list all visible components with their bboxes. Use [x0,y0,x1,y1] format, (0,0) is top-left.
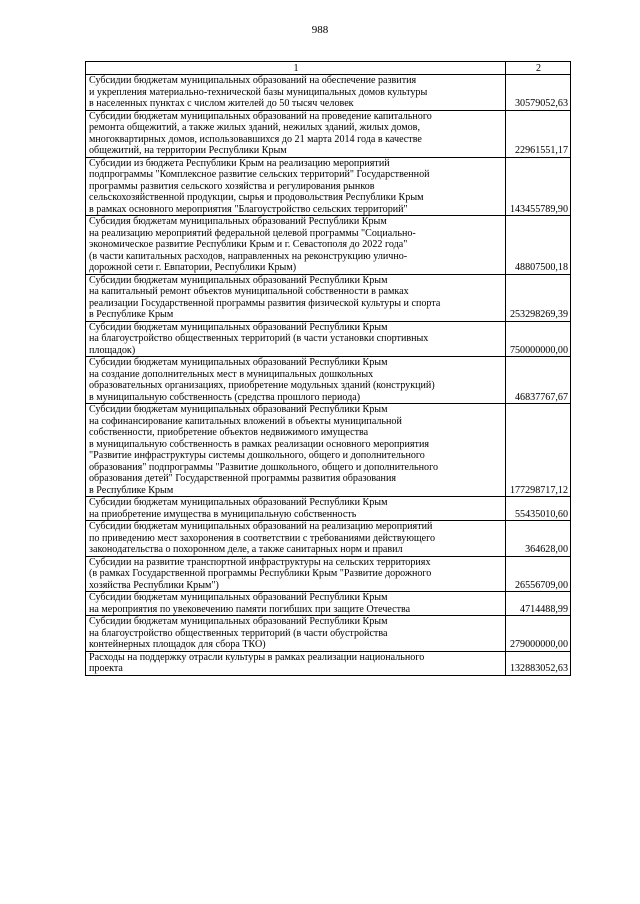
row-description: Субсидии бюджетам муниципальных образований Республики Крым на создание дополнительных мест в муниципальных дошкольных образовательных организациях, приобретение модульных зданий (конструкций) в муниципальную собственность (средства прошлого периода) [86,357,506,404]
table-header-row [86,62,571,75]
row-description: Расходы на поддержку отрасли культуры в рамках реализации национального проекта [86,651,506,675]
table-row [86,357,571,404]
row-amount: 48807500,18 [506,216,571,275]
row-description: Субсидии бюджетам муниципальных образований Республики Крым на софинансирование капитальных вложений в объекты муниципальной собственности, приобретение объектов недвижимого имущества в муниципальную собственность в рамках реализации основного мероприятия "Развитие инфраструктуры системы дошкольного, общего и дополнительного образования" подпрограммы "Развитие дошкольного, общего и дополнительного образования детей" Государственной программы развития образования в Республике Крым [86,404,506,497]
table-row [86,321,571,357]
row-amount: 364628,00 [506,521,571,557]
table-row [86,592,571,616]
row-description: Субсидии бюджетам муниципальных образований Республики Крым на мероприятия по увековечению памяти погибших при защите Отечества [86,592,506,616]
table-body [86,62,571,676]
table-row [86,274,571,321]
row-amount: 4714488,99 [506,592,571,616]
row-description: Субсидии бюджетам муниципальных образований Республики Крым на благоустройство общественных территорий (в части обустройства контейнерных площадок для сбора ТКО) [86,616,506,652]
budget-table [85,61,571,676]
table-row [86,497,571,521]
row-description: Субсидии бюджетам муниципальных образований на обеспечение развития и укрепления материально-технической базы муниципальных домов культуры в населенных пунктах с числом жителей до 50 тысяч человек [86,75,506,111]
column-header-description: 1 [86,62,506,75]
row-amount: 132883052,63 [506,651,571,675]
row-amount: 55435010,60 [506,497,571,521]
row-description: Субсидии бюджетам муниципальных образований Республики Крым на капитальный ремонт объектов муниципальной собственности в рамках реализации Государственной программы развития физической культуры и спорта в Республике Крым [86,274,506,321]
table-row [86,157,571,216]
table-row [86,556,571,592]
table-row [86,616,571,652]
row-description: Субсидии бюджетам муниципальных образований на проведение капитального ремонта общежитий, а также жилых зданий, нежилых зданий, жилых домов, многоквартирных домов, использовавшихся до 21 марта 2014 года в качестве общежитий, на территории Республики Крым [86,110,506,157]
row-amount: 750000000,00 [506,321,571,357]
row-amount: 30579052,63 [506,75,571,111]
table-row [86,216,571,275]
row-description: Субсидии бюджетам муниципальных образований Республики Крым на благоустройство общественных территорий (в части установки спортивных площадок) [86,321,506,357]
table-row [86,404,571,497]
row-description: Субсидии на развитие транспортной инфраструктуры на сельских территориях (в рамках Государственной программы Республики Крым "Развитие дорожного хозяйства Республики Крым") [86,556,506,592]
row-amount: 143455789,90 [506,157,571,216]
row-description: Субсидии из бюджета Республики Крым на реализацию мероприятий подпрограммы "Комплексное развитие сельских территорий" Государственной программы развития сельского хозяйства и регулирования рынков сельскохозяйственной продукции, сырья и продовольствия Республики Крым в рамках основного мероприятия "Благоустройство сельских территорий" [86,157,506,216]
table-row [86,75,571,111]
row-amount: 26556709,00 [506,556,571,592]
table-row [86,651,571,675]
row-amount: 253298269,39 [506,274,571,321]
row-amount: 279000000,00 [506,616,571,652]
page-number: 988 [311,24,329,36]
row-description: Субсидии бюджетам муниципальных образований Республики Крым на приобретение имущества в муниципальную собственность [86,497,506,521]
column-header-amount: 2 [506,62,571,75]
row-description: Субсидии бюджетам муниципальных образований на реализацию мероприятий по приведению мест захоронения в соответствии с требованиями действующего законодательства о похоронном деле, а также санитарных норм и правил [86,521,506,557]
table-row [86,521,571,557]
table-row [86,110,571,157]
row-amount: 46837767,67 [506,357,571,404]
row-amount: 22961551,17 [506,110,571,157]
row-description: Субсидия бюджетам муниципальных образований Республики Крым на реализацию мероприятий федеральной целевой программы "Социально- экономическое развитие Республики Крым и г. Севастополя до 2022 года" (в части капитальных расходов, направленных на реконструкцию улично- дорожной сети г. Евпатории, Республики Крым) [86,216,506,275]
row-amount: 177298717,12 [506,404,571,497]
